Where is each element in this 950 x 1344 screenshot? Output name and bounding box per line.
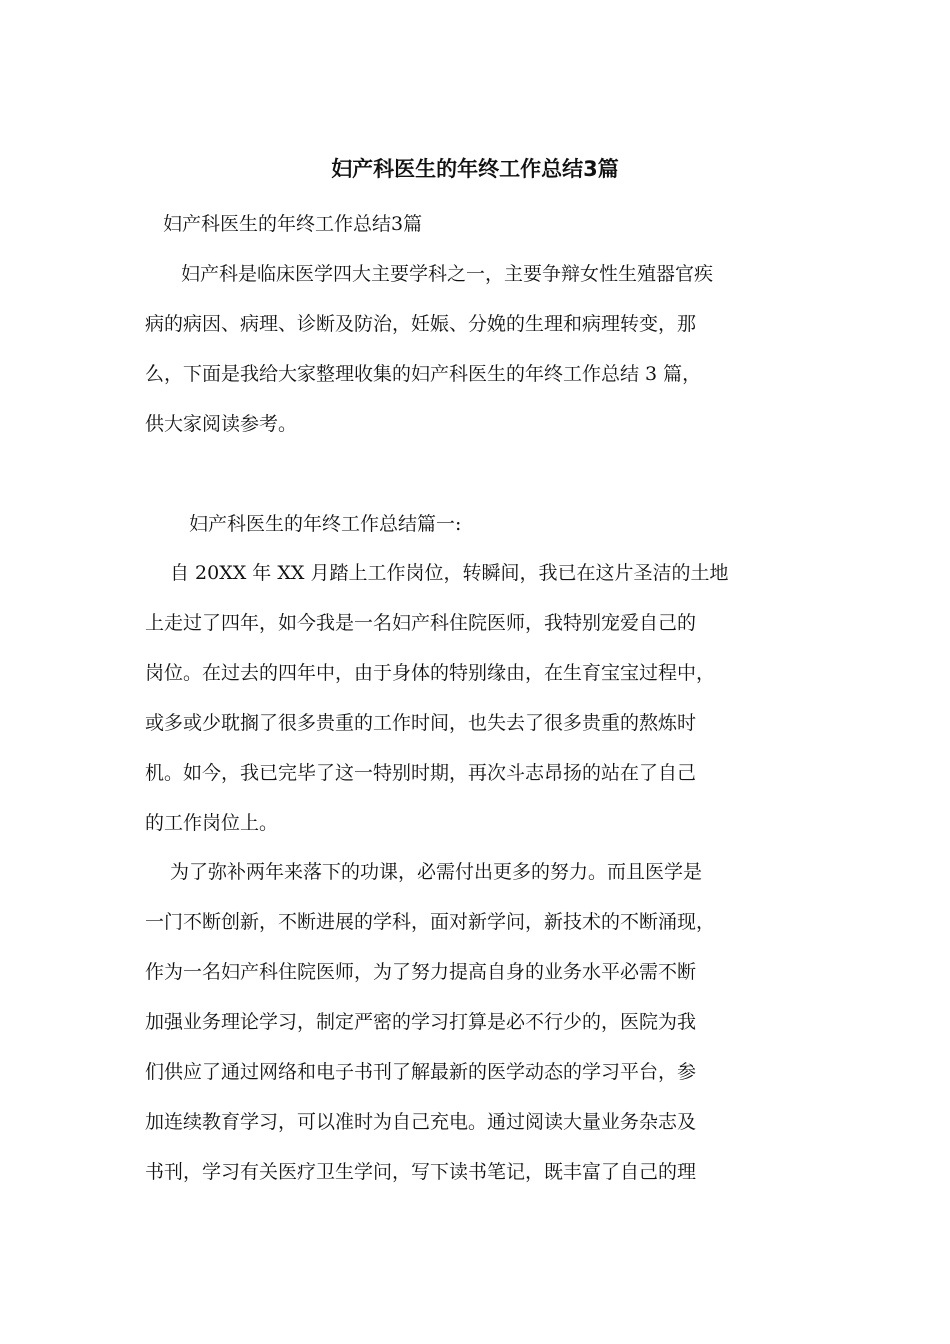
- para2-line: 加强业务理论学习，制定严密的学习打算是必不行少的，医院为我: [145, 1011, 697, 1033]
- para1-line: 岗位。在过去的四年中，由于身体的特别缘由，在生育宝宝过程中，: [145, 662, 716, 684]
- para2-line: 一门不断创新，不断进展的学科，面对新学问，新技术的不断涌现，: [145, 911, 716, 933]
- document-subtitle: 妇产科医生的年终工作总结3篇: [163, 213, 423, 235]
- para2-line: 为了弥补两年来落下的功课，必需付出更多的努力。而且医学是: [170, 861, 703, 883]
- para1-line: 的工作岗位上。: [145, 812, 279, 834]
- intro-line: 么，下面是我给大家整理收集的妇产科医生的年终工作总结 3 篇，: [145, 363, 702, 385]
- para2-line: 们供应了通过网络和电子书刊了解最新的医学动态的学习平台，参: [145, 1061, 697, 1083]
- intro-line: 供大家阅读参考。: [145, 413, 298, 435]
- para1-line: 自 20XX 年 XX 月踏上工作岗位，转瞬间，我已在这片圣洁的土地: [170, 562, 729, 584]
- para2-line: 加连续教育学习，可以准时为自己充电。通过阅读大量业务杂志及: [145, 1111, 697, 1133]
- para1-line: 机。如今，我已完毕了这一特别时期，再次斗志昂扬的站在了自己: [145, 762, 697, 784]
- para1-line: 或多或少耽搁了很多贵重的工作时间，也失去了很多贵重的熬炼时: [145, 712, 697, 734]
- intro-line: 病的病因、病理、诊断及防治，妊娠、分娩的生理和病理转变，那: [145, 313, 697, 335]
- para2-line: 书刊，学习有关医疗卫生学问，写下读书笔记，既丰富了自己的理: [145, 1161, 697, 1183]
- section-heading: 妇产科医生的年终工作总结篇一:: [189, 513, 462, 535]
- para2-line: 作为一名妇产科住院医师，为了努力提高自身的业务水平必需不断: [145, 961, 697, 983]
- document-title: 妇产科医生的年终工作总结3篇: [331, 157, 619, 181]
- intro-line: 妇产科是临床医学四大主要学科之一，主要争辩女性生殖器官疾: [181, 263, 714, 285]
- para1-line: 上走过了四年，如今我是一名妇产科住院医师，我特别宠爱自己的: [145, 612, 697, 634]
